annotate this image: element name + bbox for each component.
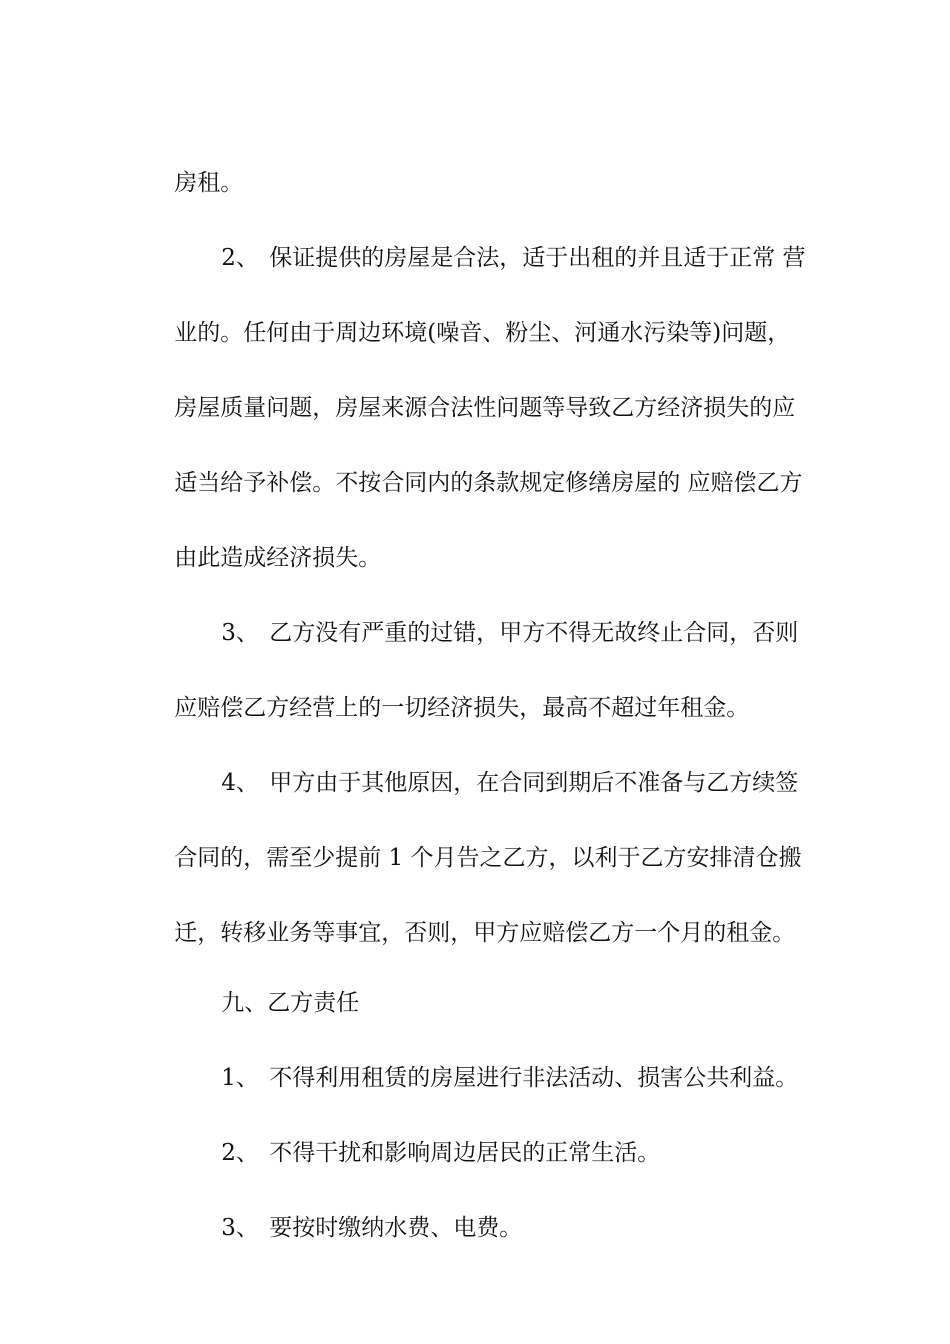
line-text: 合同的，需至少提前 1 个月告之乙方，以利于乙方安排清仓搬 <box>174 845 802 871</box>
clause-number: 2、 <box>221 1140 259 1166</box>
line-text: 不得干扰和影响周边居民的正常生活。 <box>269 1140 661 1166</box>
clause-line <box>192 1183 522 1273</box>
line-text: 适当给予补偿。不按合同内的条款规定修缮房屋的 应赔偿乙方 <box>174 470 803 496</box>
line-text: 应赔偿乙方经营上的一切经济损失，最高不超过年租金。 <box>174 695 750 721</box>
line-text: 不得利用租赁的房屋进行非法活动、损害公共利益。 <box>269 1065 799 1091</box>
line-text: 由此造成经济损失。 <box>174 545 382 571</box>
clause-number: 2、 <box>221 245 259 271</box>
line-text: 房屋质量问题，房屋来源合法性问题等导致乙方经济损失的应 <box>174 395 796 421</box>
heading-text: 九、乙方责任 <box>221 990 360 1016</box>
line-text: 业的。任何由于周边环境(噪音、粉尘、河通水污染等)问题， <box>174 320 791 346</box>
line-text: 迁，转移业务等事宜，否则，甲方应赔偿乙方一个月的租金。 <box>174 920 796 946</box>
clause-number: 4、 <box>221 770 259 796</box>
line-text: 甲方由于其他原因，在合同到期后不准备与乙方续签 <box>269 770 799 796</box>
line-text: 房租。 <box>174 170 244 196</box>
clause-number: 3、 <box>221 620 259 646</box>
line-text: 保证提供的房屋是合法，适于出租的并且适于正常 营 <box>269 245 806 271</box>
clause-number: 3、 <box>221 1215 259 1241</box>
line-text: 要按时缴纳水费、电费。 <box>269 1215 523 1241</box>
line-text: 乙方没有严重的过错，甲方不得无故终止合同，否则 <box>269 620 799 646</box>
clause-number: 1、 <box>221 1065 259 1091</box>
